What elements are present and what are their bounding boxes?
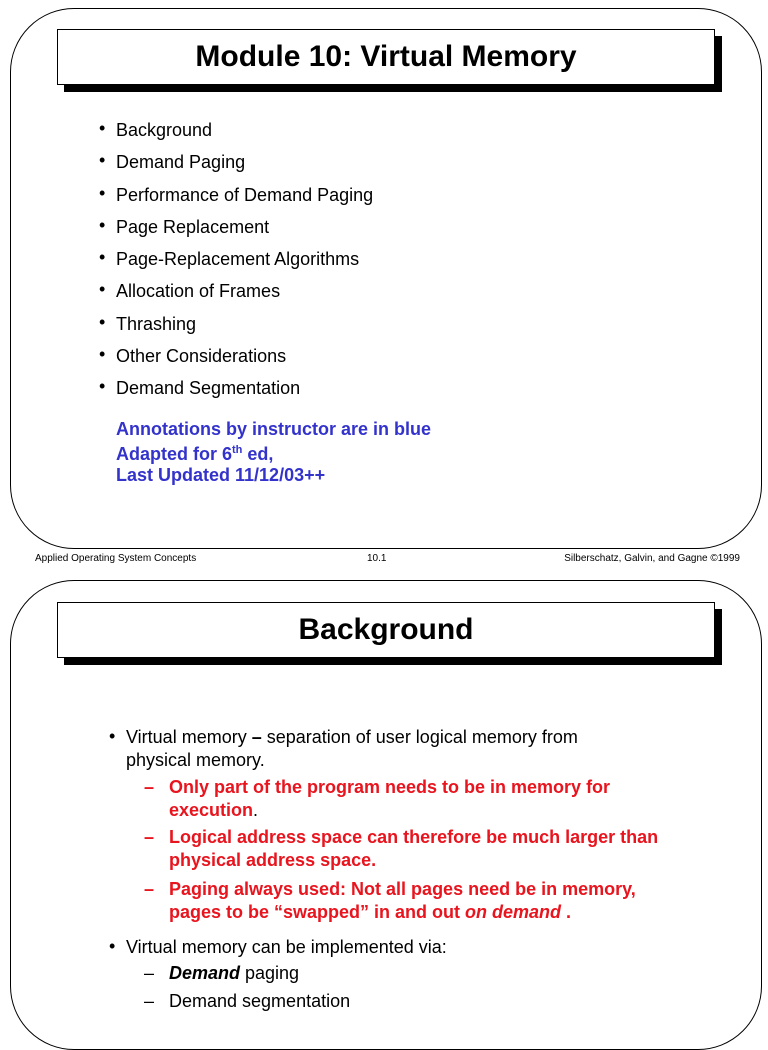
- topic-list: [99, 118, 373, 409]
- list-item: [99, 279, 373, 311]
- bullet-lead-text: Virtual memory: [126, 727, 252, 747]
- bullet-icon: •: [109, 936, 116, 956]
- slide-2: [10, 580, 762, 1050]
- bullet-icon: •: [99, 311, 106, 332]
- list-item-label: Performance of Demand Paging: [116, 184, 374, 205]
- list-item-label: Demand Segmentation: [116, 378, 301, 399]
- list-item-label: Other Considerations: [116, 346, 287, 367]
- bullet-icon: •: [99, 182, 106, 203]
- list-item: [99, 344, 373, 376]
- bullet-virtual-memory-definition: [126, 726, 646, 772]
- footer-book-title: Applied Operating System Concepts: [35, 553, 197, 564]
- list-item-label: Page Replacement: [116, 216, 270, 237]
- sub-item-text: [169, 962, 689, 985]
- dash-icon: –: [144, 827, 155, 847]
- list-item: [99, 376, 373, 408]
- bullet-icon: •: [99, 279, 106, 300]
- footer-page-number: 10.1: [367, 553, 387, 564]
- sub-item-tail: .: [561, 902, 572, 922]
- bullet-icon: •: [109, 726, 116, 746]
- slide-title: Module 10: Virtual Memory: [195, 40, 577, 73]
- sub-item-italic-text: on demand: [465, 902, 562, 922]
- dash-icon: –: [144, 879, 155, 899]
- slide-1: [10, 8, 762, 549]
- annotation-line-2: [116, 440, 431, 465]
- sub-item-tail: .: [253, 800, 259, 820]
- slide-title-box: [57, 602, 715, 658]
- instructor-annotation: [116, 419, 431, 486]
- list-item-label: Page-Replacement Algorithms: [116, 249, 360, 270]
- bullet-icon: •: [99, 118, 106, 138]
- slide-title-box: [57, 29, 715, 85]
- sub-item-text: [169, 878, 689, 924]
- footer-copyright: Silberschatz, Galvin, and Gagne ©1999: [564, 553, 740, 564]
- bullet-icon: •: [99, 247, 106, 268]
- bullet-icon: •: [99, 344, 106, 365]
- bullet-icon: •: [99, 376, 106, 397]
- sub-item-emphasis: Demand: [169, 963, 241, 983]
- list-item-label: Allocation of Frames: [116, 281, 281, 302]
- dash-icon: –: [144, 991, 155, 1011]
- slide-title: Background: [298, 613, 474, 646]
- bullet-rest-text: separation of user logical memory from physical memory.: [126, 727, 578, 770]
- list-item: [99, 312, 373, 344]
- list-item: [99, 215, 373, 247]
- sub-item-text: Demand segmentation: [169, 991, 351, 1011]
- dash-icon: –: [144, 777, 155, 797]
- list-item-label: Background: [116, 120, 213, 140]
- annotation-superscript: th: [232, 444, 243, 456]
- list-item: [99, 118, 373, 150]
- bullet-icon: •: [99, 214, 106, 235]
- bullet-icon: •: [99, 150, 106, 171]
- annotation-line-3: Last Updated 11/12/03++: [116, 465, 326, 485]
- sub-item-text: Logical address space can therefore be much larger than physical address space.: [169, 827, 659, 870]
- list-item-label: Demand Paging: [116, 152, 246, 173]
- annotation-line-1: Annotations by instructor are in blue: [116, 419, 432, 439]
- sub-item-rest: paging: [240, 963, 300, 983]
- bullet-dash: –: [251, 727, 262, 747]
- sub-item-red-text: Only part of the program needs to be in memory for execution: [169, 777, 611, 820]
- bullet-implementation: Virtual memory can be implemented via:: [126, 937, 447, 957]
- dash-icon: –: [144, 963, 155, 983]
- annotation-edition-suffix: ed,: [242, 444, 274, 464]
- list-item: [99, 183, 373, 215]
- list-item: [99, 247, 373, 279]
- sub-item-red-text: Paging always used: Not all pages need be in memory, pages to be “swapped” in and out: [169, 879, 636, 922]
- list-item: [99, 150, 373, 182]
- sub-item-text: [169, 776, 689, 822]
- list-item-label: Thrashing: [116, 313, 197, 334]
- annotation-edition-text: Adapted for 6: [116, 444, 233, 464]
